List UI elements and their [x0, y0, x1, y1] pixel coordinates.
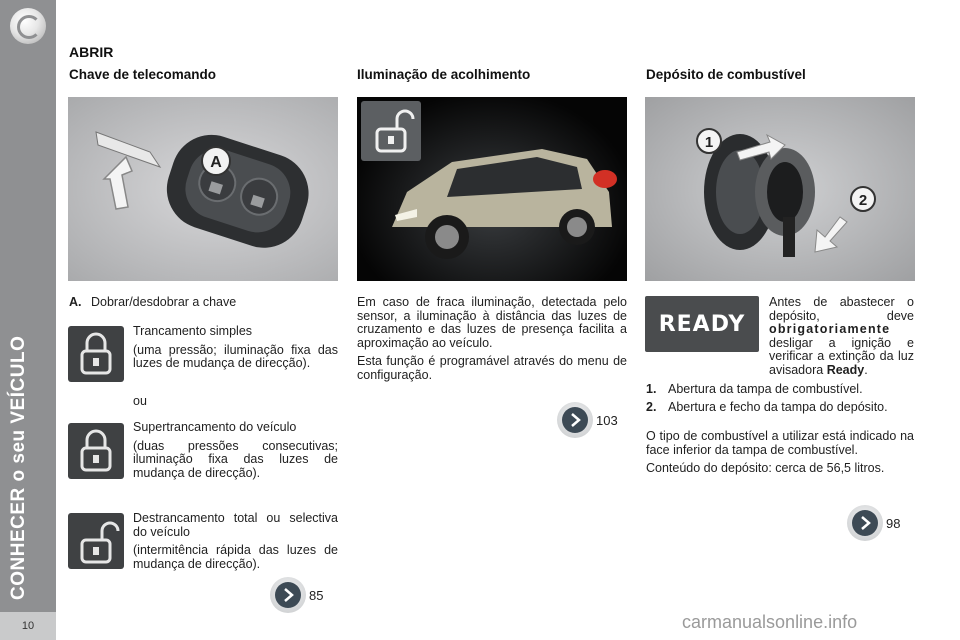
fuel-callout-1: 1 — [704, 134, 714, 151]
fuel-info-text: O tipo de combustível a utilizar está indicado na face inferior da tampa de combustível. Conteúdo do depósito: cerca de 56,5 litros. — [646, 429, 914, 475]
remote-key-icon — [68, 97, 338, 281]
col2-title: Iluminação de acolhimento — [357, 67, 531, 82]
item-a: A. Dobrar/desdobrar a chave — [69, 295, 237, 309]
page-ref-85[interactable]: 85 — [270, 576, 323, 614]
unlock-text: Destrancamento total ou selectiva do veículo (intermitência rápida das luzes de mudança de direcção). — [133, 511, 338, 571]
unlock-icon — [68, 513, 124, 569]
page-number: 10 — [0, 612, 56, 640]
section-title: CONHECER o seu VEÍCULO — [8, 335, 29, 600]
chevron-right-icon — [275, 582, 301, 608]
chevron-right-icon — [852, 510, 878, 536]
brand-logo-icon — [10, 8, 46, 44]
car-illustration — [357, 97, 627, 281]
superlock-text: Supertrancamento do veículo (duas pressões consecutivas; iluminação fixa das luzes de mudança de direcção). — [133, 420, 338, 480]
key-callout-a: A — [210, 154, 222, 171]
fuel-steps: 1. Abertura da tampa de combustível. 2. Abertura e fecho da tampa do depósito. — [646, 382, 888, 414]
col1-title: Chave de telecomando — [69, 67, 217, 82]
ready-warning-text: Antes de abastecer o depósito, deve obrigatoriamente desligar a ignição e verificar a extinção da luz avisadora Ready. — [769, 295, 914, 377]
fuel-cap-illustration — [645, 97, 915, 281]
watermark: carmanualsonline.info — [682, 612, 858, 632]
fuel-callout-2: 2 — [858, 192, 868, 209]
ready-warning-light: READY — [645, 296, 759, 352]
sidebar — [0, 0, 56, 640]
page-heading: ABRIR — [69, 44, 114, 60]
lock-icon — [68, 326, 124, 382]
or-text: ou — [133, 394, 147, 408]
fuel-cap-icon — [645, 97, 915, 281]
page-ref-103[interactable]: 103 — [557, 401, 618, 439]
page-ref-98[interactable]: 98 — [847, 504, 900, 542]
unlock-icon — [361, 101, 421, 161]
chevron-right-icon — [562, 407, 588, 433]
welcome-lighting-text: Em caso de fraca iluminação, detectada pelo sensor, a iluminação à distância das luzes de cruzamento e das luzes de presença facilita a aproximação ao veículo. Esta função é programável através do menu de configuração. — [357, 295, 627, 382]
lock-text: Trancamento simples (uma pressão; iluminação fixa das luzes de mudança de direcção). — [133, 324, 338, 370]
col3-title: Depósito de combustível — [646, 67, 806, 82]
remote-key-illustration — [68, 97, 338, 281]
superlock-icon — [68, 423, 124, 479]
